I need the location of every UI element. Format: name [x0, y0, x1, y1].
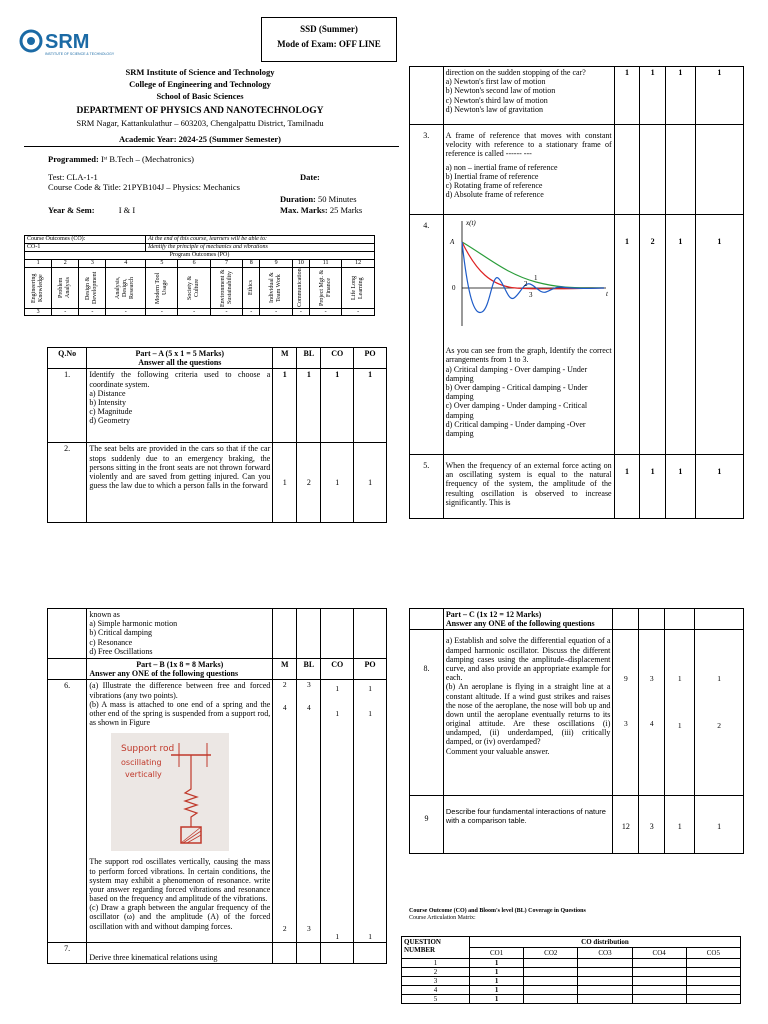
cov-empty	[578, 968, 632, 977]
graph-y-label: x(t)	[465, 219, 476, 227]
po-value: -	[146, 308, 178, 316]
po-value: -	[79, 308, 106, 316]
q4-options: a) Critical damping - Over damping - Under damping b) Over damping - Critical damping - Under damping c) Over damping - Under damping - Critical damping d) Critical damping - Under damping -Over damping	[445, 364, 588, 438]
co-distribution-table	[401, 936, 741, 1004]
q6-part-c: (c) Draw a graph between the angular frequency of the oscillator (ω) and the amplitude (A) of the forced oscillation with and without damping forces.	[89, 903, 271, 931]
question-row-2-cont	[410, 67, 744, 125]
po-name-text: Individual & Team Work	[269, 272, 283, 303]
po-number: 3	[79, 259, 106, 267]
q6a-co: 1	[335, 684, 340, 694]
q9-m: 12	[613, 796, 639, 854]
exam-meta	[48, 155, 388, 217]
address: SRM Nagar, Kattankulathur – 603203, Chengalpattu District, Tamilnadu	[76, 118, 324, 128]
cov-qnum: 1	[402, 959, 470, 968]
cov-qnum: 2	[402, 968, 470, 977]
question-row-6	[48, 680, 387, 943]
po-name	[292, 267, 309, 308]
q6c-po: 1	[368, 931, 372, 941]
co1-label: CO-1	[25, 243, 146, 251]
col-qno: Q.No	[48, 348, 87, 369]
q5b-options: a) Simple harmonic motion b) Critical damping c) Resonance d) Free Oscillations	[89, 619, 178, 656]
po-number: 7	[210, 259, 242, 267]
q8a-po: 1	[717, 674, 721, 684]
col-po-b: PO	[354, 659, 387, 680]
coverage-row	[402, 986, 741, 995]
po-name	[106, 267, 146, 308]
co-po-table	[24, 235, 375, 316]
question-table-part-c	[409, 608, 744, 854]
po-name-text: Life Long Learning	[351, 275, 365, 300]
q2-bl: 2	[297, 443, 321, 523]
col-bl: BL	[297, 348, 321, 369]
institution-heading	[40, 66, 360, 145]
q7-text: Derive three kinematical relations using	[87, 943, 273, 964]
year-value: I & I	[118, 205, 136, 216]
inst-name: SRM Institute of Science and Technology	[125, 67, 275, 77]
dept-name: DEPARTMENT OF PHYSICS AND NANOTECHNOLOGY	[76, 106, 324, 116]
prog-label: Programmed:	[48, 154, 99, 164]
q4-co: 1	[666, 215, 696, 455]
cov-empty	[524, 995, 578, 1004]
q8-part-a: a) Establish and solve the differential equation of a damped harmonic oscillator. Discuss the different damping cases using the amplitude–displacement curve, and also provide an appropriate example for each.	[445, 636, 611, 683]
po-value: -	[178, 308, 210, 316]
q5-po: 1	[695, 455, 743, 519]
exam-header-box	[261, 17, 397, 62]
po-name	[178, 267, 210, 308]
cov-empty	[524, 968, 578, 977]
q6c-m: 2	[282, 923, 287, 933]
cov-empty	[578, 995, 632, 1004]
q3-number: 3.	[410, 125, 444, 215]
q1-text: Identify the following criteria used to choose a coordinate system.	[89, 370, 271, 389]
q8b-m: 3	[623, 719, 628, 728]
po-name-text: Engineering Knowledge	[31, 272, 45, 303]
q6b-bl: 4	[306, 703, 311, 712]
part-a-title: Part – A (5 x 1 = 5 Marks)	[135, 349, 225, 358]
graph-label-3: 3	[528, 291, 533, 299]
question-row-8	[410, 630, 744, 796]
coverage-row	[402, 995, 741, 1004]
po-name	[210, 267, 242, 308]
po-value: -	[342, 308, 375, 316]
q2b-co: 1	[666, 67, 696, 125]
cov-empty	[632, 986, 686, 995]
part-a-sub: Answer all the questions	[138, 358, 222, 368]
q6b-po: 1	[368, 709, 372, 718]
po-number: 8	[243, 259, 260, 267]
col-po: PO	[354, 348, 387, 369]
coverage-sub: Course Articulation Matrix:	[409, 914, 476, 921]
cov-co1: 1	[470, 968, 524, 977]
po-value: -	[309, 308, 341, 316]
q7-number: 7.	[48, 943, 87, 964]
question-table-right-top	[409, 66, 744, 519]
q2b-m: 1	[614, 67, 640, 125]
cov-empty	[578, 959, 632, 968]
cov-qnum: 4	[402, 986, 470, 995]
q6-part-b: (b) A mass is attached to one end of a spring and the other end of the spring is suspended from a support rod, as shown in Figure	[89, 699, 271, 728]
sketch-label-3: vertically	[125, 770, 163, 780]
co-header-desc: At the end of this course, learners will be able to:	[146, 236, 375, 244]
po-header: Program Outcomes (PO)	[25, 251, 375, 259]
question-row-5	[410, 455, 744, 519]
q9-text: Describe four fundamental interactions of nature with a comparison table.	[443, 796, 612, 854]
q5-m: 1	[614, 455, 640, 519]
coverage-row	[402, 968, 741, 977]
curve-underdamped	[462, 242, 604, 312]
q8a-m: 9	[623, 674, 628, 684]
q2-po: 1	[354, 443, 387, 523]
po-number: 6	[178, 259, 210, 267]
srm-logo	[18, 28, 116, 56]
cov-empty	[632, 995, 686, 1004]
cov-qnum: 5	[402, 995, 470, 1004]
po-name	[25, 267, 52, 308]
marks-value: 25 Marks	[329, 205, 363, 216]
srm-emblem-icon	[18, 28, 116, 56]
q2b-options: a) Newton's first law of motion b) Newton's second law of motion c) Newton's third law of motion d) Newton's law of gravitation	[445, 77, 556, 114]
curve-critical	[462, 242, 604, 289]
part-c-title: Part – C (1x 12 = 12 Marks)	[445, 610, 542, 619]
graph-amp-label: A	[449, 238, 454, 246]
q2b-bl: 1	[640, 67, 666, 125]
sketch-label-2: oscillating	[121, 758, 162, 768]
graph-label-2: 2	[523, 280, 528, 288]
po-name-text: Society & Culture	[187, 275, 201, 300]
q1-m: 1	[273, 369, 297, 443]
cov-empty	[524, 986, 578, 995]
q2b-text: direction on the sudden stopping of the car?	[445, 68, 586, 77]
po-name	[79, 267, 106, 308]
question-table-part-a	[47, 347, 387, 523]
po-number: 1	[25, 259, 52, 267]
po-name-text: Modern Tool Usage	[154, 271, 168, 304]
q6c-bl: 3	[306, 923, 311, 933]
q8b-po: 2	[717, 721, 721, 730]
col-m-b: M	[273, 659, 297, 680]
part-b-sub: Answer any ONE of the following questions	[89, 669, 239, 679]
part-c-sub: Answer any ONE of the following questions	[445, 619, 595, 629]
course-title: Course Code & Title: 21PYB104J – Physics: Mechanics	[48, 181, 240, 192]
cov-empty	[686, 977, 740, 986]
po-name	[309, 267, 341, 308]
q5b-text: known as	[89, 610, 120, 619]
graph-zero-label: 0	[451, 284, 456, 292]
test-name: Test: CLA-1-1	[48, 171, 98, 182]
q2-co: 1	[321, 443, 354, 523]
q9-co: 1	[665, 796, 695, 854]
q5-number: 5.	[410, 455, 444, 519]
po-number: 10	[292, 259, 309, 267]
po-name-text: Ethics	[247, 280, 254, 296]
q2-m: 1	[273, 443, 297, 523]
cov-empty	[524, 959, 578, 968]
cov-qnum: 3	[402, 977, 470, 986]
q8b-co: 1	[677, 721, 682, 730]
q8a-bl: 3	[649, 674, 654, 684]
po-name	[342, 267, 375, 308]
po-value: -	[292, 308, 309, 316]
q5-text: When the frequency of an external force acting on an oscillating system is equal to the natural frequency of the system, the amplitude of the resulting oscillation is observed to increase significantly. This is	[443, 455, 614, 519]
graph-t-label: t	[605, 290, 608, 298]
po-name	[243, 267, 260, 308]
q9-po: 1	[695, 796, 744, 854]
question-row-2	[48, 443, 387, 523]
po-name	[146, 267, 178, 308]
cov-q-header: QUESTION NUMBER	[402, 937, 470, 959]
co1-text: Identify the principle of mechanics and vibrations	[146, 243, 375, 251]
question-row-9	[410, 796, 744, 854]
damping-graph	[446, 216, 612, 336]
po-name-text: Communication	[297, 268, 304, 307]
school-name: School of Basic Sciences	[156, 91, 244, 101]
q5-bl: 1	[640, 455, 666, 519]
po-name-text: Project Mgt. & Finance	[318, 269, 332, 306]
question-row-7	[48, 943, 387, 964]
po-value: -	[106, 308, 146, 316]
logo-subtext: INSTITUTE OF SCIENCE & TECHNOLOGY	[45, 52, 115, 56]
po-value: -	[260, 308, 292, 316]
cov-empty	[578, 977, 632, 986]
q1-options: a) Distance b) Intensity c) Magnitude d) Geometry	[89, 388, 133, 426]
coverage-row	[402, 959, 741, 968]
duration-value: 50 Minutes	[318, 194, 357, 205]
q6b-co: 1	[335, 709, 340, 718]
cov-empty	[632, 968, 686, 977]
po-name-text: Environment & Sustainability	[219, 268, 233, 307]
coverage-title: Course Outcome (CO) and Bloom's level (BL) Coverage in Questions	[409, 908, 586, 914]
q4-bl: 2	[640, 215, 666, 455]
cov-co-col: CO2	[524, 948, 578, 959]
cov-empty	[632, 959, 686, 968]
cov-co-col: CO5	[686, 948, 740, 959]
po-number: 2	[52, 259, 79, 267]
sketch-label-1: Support rod	[121, 744, 175, 755]
cov-co1: 1	[470, 986, 524, 995]
q8-number: 8.	[410, 630, 444, 796]
q1-co: 1	[321, 369, 354, 443]
cov-co-col: CO1	[470, 948, 524, 959]
q6c-co: 1	[335, 931, 340, 941]
cov-co1: 1	[470, 995, 524, 1004]
po-name-text: Problem Analysis	[58, 277, 72, 299]
po-name-text: Design & Development	[85, 271, 99, 304]
question-row-1	[48, 369, 387, 443]
q1-number: 1.	[48, 369, 87, 443]
col-co-b: CO	[321, 659, 354, 680]
curve-overdamped	[462, 242, 604, 288]
q9-number: 9	[410, 796, 444, 854]
question-row-3	[410, 125, 744, 215]
po-number: 11	[309, 259, 341, 267]
duration-label: Duration:	[280, 194, 316, 205]
cov-co1: 1	[470, 977, 524, 986]
q3-options: a) non – inertial frame of reference b) Inertial frame of reference c) Rotating frame of reference d) Absolute frame of reference	[445, 162, 558, 200]
exam-mode: Mode of Exam: OFF LINE	[277, 39, 381, 49]
po-value: -	[210, 308, 242, 316]
po-value: -	[52, 308, 79, 316]
q6a-po: 1	[368, 684, 372, 694]
po-value: -	[243, 308, 260, 316]
q1-po: 1	[354, 369, 387, 443]
coverage-heading	[409, 908, 586, 922]
graph-label-1: 1	[533, 274, 538, 282]
exam-session: SSD (Summer)	[300, 24, 358, 34]
q9-bl: 3	[639, 796, 665, 854]
coverage-row	[402, 977, 741, 986]
po-number: 9	[260, 259, 292, 267]
q4-number: 4.	[410, 215, 444, 455]
col-co: CO	[321, 348, 354, 369]
cov-co-col: CO4	[632, 948, 686, 959]
question-table-part-b	[47, 608, 387, 964]
cov-co-col: CO3	[578, 948, 632, 959]
year-label: Year & Sem:	[48, 205, 95, 216]
q8a-co: 1	[677, 674, 682, 684]
logo-text: SRM	[45, 31, 90, 53]
po-number: 4	[106, 259, 146, 267]
q6-number: 6.	[48, 680, 87, 943]
q6b-m: 4	[282, 703, 287, 712]
q1-bl: 1	[297, 369, 321, 443]
po-name	[260, 267, 292, 308]
question-row-5-cont	[48, 609, 387, 659]
cov-empty	[632, 977, 686, 986]
cov-empty	[524, 977, 578, 986]
cov-empty	[686, 968, 740, 977]
cov-empty	[578, 986, 632, 995]
spring-mass-icon	[111, 733, 229, 851]
q6a-bl: 3	[306, 680, 311, 690]
q2-number: 2.	[48, 443, 87, 523]
question-row-4	[410, 215, 744, 455]
date-label: Date:	[300, 171, 320, 182]
po-name-text: Analysis, Design, Research	[115, 276, 136, 299]
po-number: 5	[146, 259, 178, 267]
q8b-bl: 4	[649, 719, 654, 728]
cov-empty	[686, 995, 740, 1004]
prog-value: Iˢᵗ B.Tech – (Mechatronics)	[100, 154, 194, 164]
q2-text: The seat belts are provided in the cars so that if the car stops suddenly due to an emergency braking, the persons sitting in the front seats are not thrown forward violently and are saved from getting injured. Can you guess the law due to which a person falls in the forward	[87, 443, 273, 523]
part-b-title: Part – B (1x 8 = 8 Marks)	[136, 660, 224, 669]
col-bl-b: BL	[297, 659, 321, 680]
cov-empty	[686, 959, 740, 968]
po-value: 3	[25, 308, 52, 316]
q4-po: 1	[695, 215, 743, 455]
cov-co1: 1	[470, 959, 524, 968]
college-name: College of Engineering and Technology	[129, 79, 271, 89]
q3-text: A frame of reference that moves with constant velocity with reference to a stationary frame of reference is called ------ ---	[445, 131, 612, 159]
q2b-po: 1	[695, 67, 743, 125]
po-name	[52, 267, 79, 308]
spring-sketch	[111, 733, 229, 851]
q4-text: As you can see from the graph, Identify the correct arrangements from 1 to 3.	[445, 346, 612, 365]
q6a-m: 2	[282, 680, 287, 690]
q6-description: The support rod oscillates vertically, causing the mass to perform forced vibrations. In certain conditions, the system may exhibit a phenomenon of resonance. write your answer regarding forced vibrations and resonance based on the frequency and amplitude of the vibrations.	[89, 857, 271, 904]
col-m: M	[273, 348, 297, 369]
q8-part-b: (b) An aeroplane is flying in a straight line at a constant altitude. If a wind gust strikes and raises the nose of the aeroplane, the nose will bob up and down until the aeroplane eventually returns to its original attitude. Are these oscillations (i) undamped, (ii) underdamped, (iii) critically damped, or (iv) overdamped? Comment your valuable answer.	[445, 682, 611, 756]
cov-empty	[686, 986, 740, 995]
q5-co: 1	[666, 455, 696, 519]
marks-label: Max. Marks:	[280, 205, 328, 216]
co-header: Course Outcomes (CO):	[25, 236, 146, 244]
q6-part-a: (a) Illustrate the difference between free and forced vibrations (any two points).	[89, 681, 271, 700]
cov-co-header: CO distribution	[470, 937, 741, 948]
academic-year: Academic Year: 2024-25 (Summer Semester)	[119, 134, 281, 144]
q4-m: 1	[614, 215, 640, 455]
po-number: 12	[342, 259, 375, 267]
